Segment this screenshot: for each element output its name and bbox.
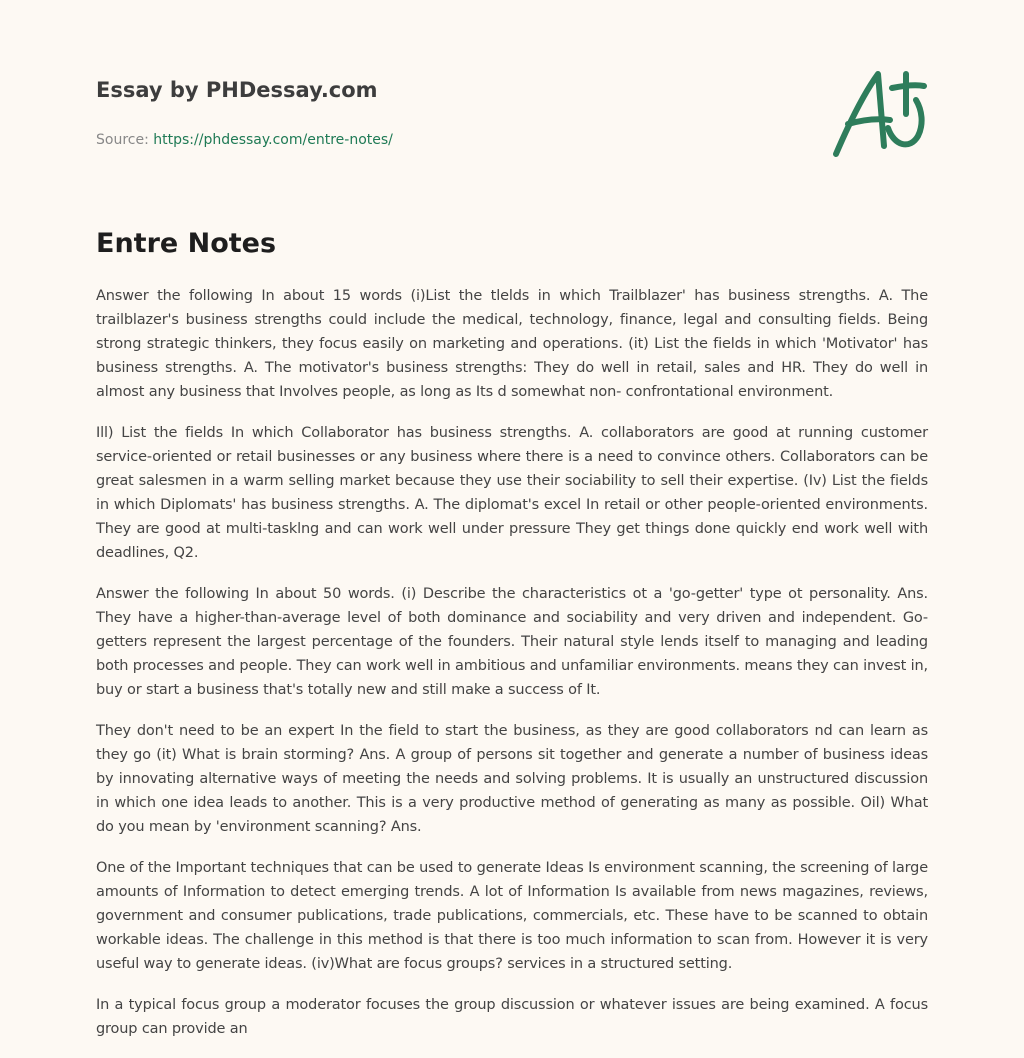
essay-paragraph: One of the Important techniques that can be used to generate Ideas Is environment scanning, the screening of large amounts of Information to detect emerging trends. A lot of Information Is available from news magazines, reviews, government and consumer publications, trade publications, commercials, etc. These have to be scanned to obtain workable ideas. The challenge in this method is that there is too much information to scan from. However it is very useful way to generate ideas. (iv)What are focus groups? services in a structured setting. [96,860,928,972]
essay-title: Entre Notes [96,228,277,259]
source-label: Source: [96,132,154,148]
source-link[interactable]: https://phdessay.com/entre-notes/ [153,132,393,148]
essay-paragraph: They don't need to be an expert In the field to start the business, as they are good collaborators nd can learn as they go (it) What is brain storming? Ans. A group of persons sit together and generate a number of business ideas by innovating alternative ways of meeting the needs and solving problems. It is usually an unstructured discussion in which one idea leads to another. This is a very productive method of generating as many as possible. Oil) What do you mean by 'environment scanning? Ans. [96,723,928,835]
essay-paragraph: In a typical focus group a moderator focuses the group discussion or whatever issues are being examined. A focus group can provide an [96,997,928,1037]
site-title: Essay by PHDessay.com [96,78,378,102]
essay-paragraph: Answer the following In about 50 words. (i) Describe the characteristics ot a 'go-getter' type ot personality. Ans. They have a higher-than-average level of both dominance and sociability and very driven and independent. Go-getters represent the largest percentage of the founders. Their natural style lends itself to managing and leading both processes and people. They can work well in ambitious and unfamiliar environments. means they can invest in, buy or start a business that's totally new and still make a success of It. [96,586,929,698]
a-plus-logo [828,66,932,164]
essay-body [96,284,928,1058]
essay-header [96,74,928,184]
essay-paragraph: Answer the following In about 15 words (i)List the tlelds in which Trailblazer' has business strengths. A. The trailblazer's business strengths could include the medical, technology, finance, legal and consulting fields. Being strong strategic thinkers, they focus easily on marketing and operations. (it) List the fields in which 'Motivator' has business strengths. A. The motivator's business strengths: They do well in retail, sales and HR. They do well in almost any business that Involves people, as long as Its d somewhat non- confrontational environment. [96,288,928,400]
essay-paragraph: Ill) List the fields In which Collaborator has business strengths. A. collaborators are good at running customer service-oriented or retail businesses or any business where there is a need to convince others. Collaborators can be great salesmen in a warm selling market because they use their sociability to sell their expertise. (Iv) List the fields in which Diplomats' has business strengths. A. The diplomat's excel In retail or other people-oriented environments. They are good at multi-tasklng and can work well under pressure They get things done quickly end work well with deadlines, Q2. [96,425,928,561]
source-line [96,130,928,150]
